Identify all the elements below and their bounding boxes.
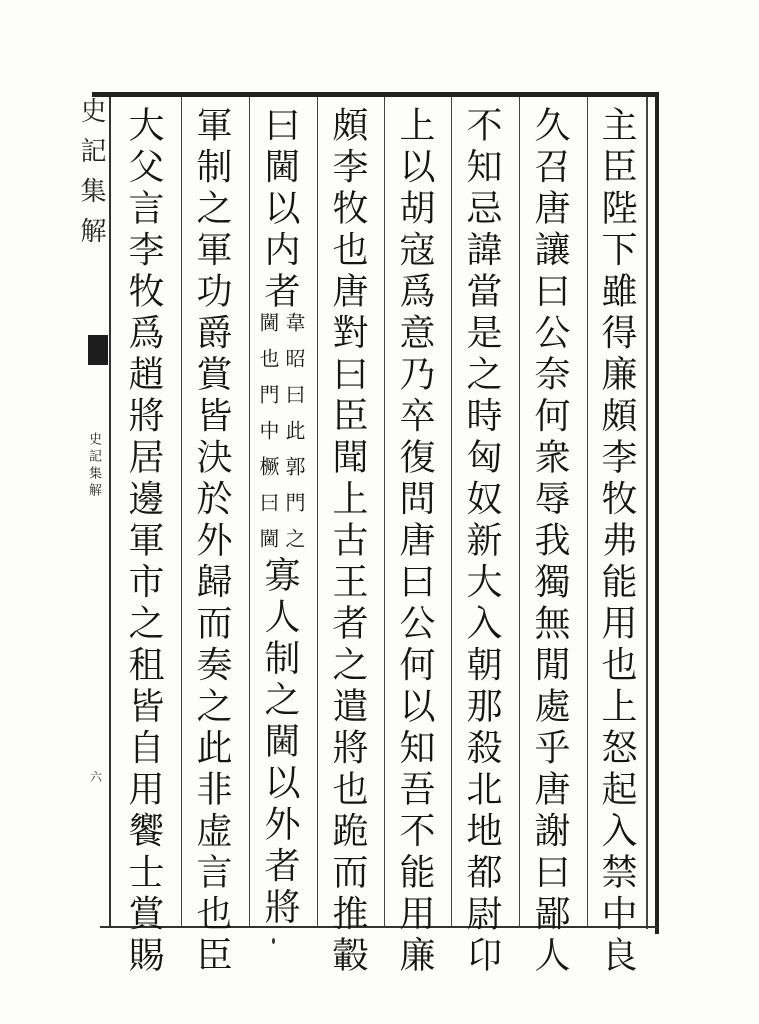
column-divider [181,97,182,927]
column-divider [519,97,520,927]
text-column-6 [257,106,301,314]
column-6-main-before: 曰閫以内者 [259,106,300,314]
ink-speck [272,938,275,944]
text-column-3: 不知忌諱當是之時匈奴新大入朝那殺北地都尉卬 [461,106,502,978]
text-column-1: 主臣陛下雖得廉頗李牧弗能用也上怒起入禁中良 [596,106,637,978]
column-divider [451,97,452,927]
text-column-5: 頗李牧也唐對曰臣聞上古王者之遣將也跪而推轂 [327,106,368,978]
column-divider [317,97,318,927]
commentary-left: 閫也門中橛曰閫 [256,312,280,564]
column-divider [587,97,588,927]
page-number: 六 [90,770,103,784]
text-column-7: 軍制之軍功爵賞皆決於外歸而奏之此非虚言也臣 [191,106,232,978]
text-column-8: 大父言李牧爲趙將居邊軍市之租皆自用饗士賞賜 [123,106,164,978]
commentary-right: 韋昭曰此郭門之 [282,312,306,564]
margin-title-fragment: 史記集解 [76,97,106,257]
column-divider [384,97,385,927]
frame-right-inner-border [646,97,648,929]
frame-top-border [92,92,658,97]
frame-bottom-border [100,926,658,928]
text-column-2: 久召唐讓曰公奈何衆辱我獨無閒處乎唐謝曰鄙人 [529,106,570,978]
text-column-4: 上以胡寇爲意乃卒復問唐曰公何以知吾不能用廉 [394,106,435,978]
fish-tail-mark [88,335,108,365]
frame-right-border [655,92,659,934]
margin-book-title: 史記集解 [86,432,101,500]
column-6-main-after: 寡人制之閫以外者將 [259,556,300,930]
column-divider [249,97,250,927]
